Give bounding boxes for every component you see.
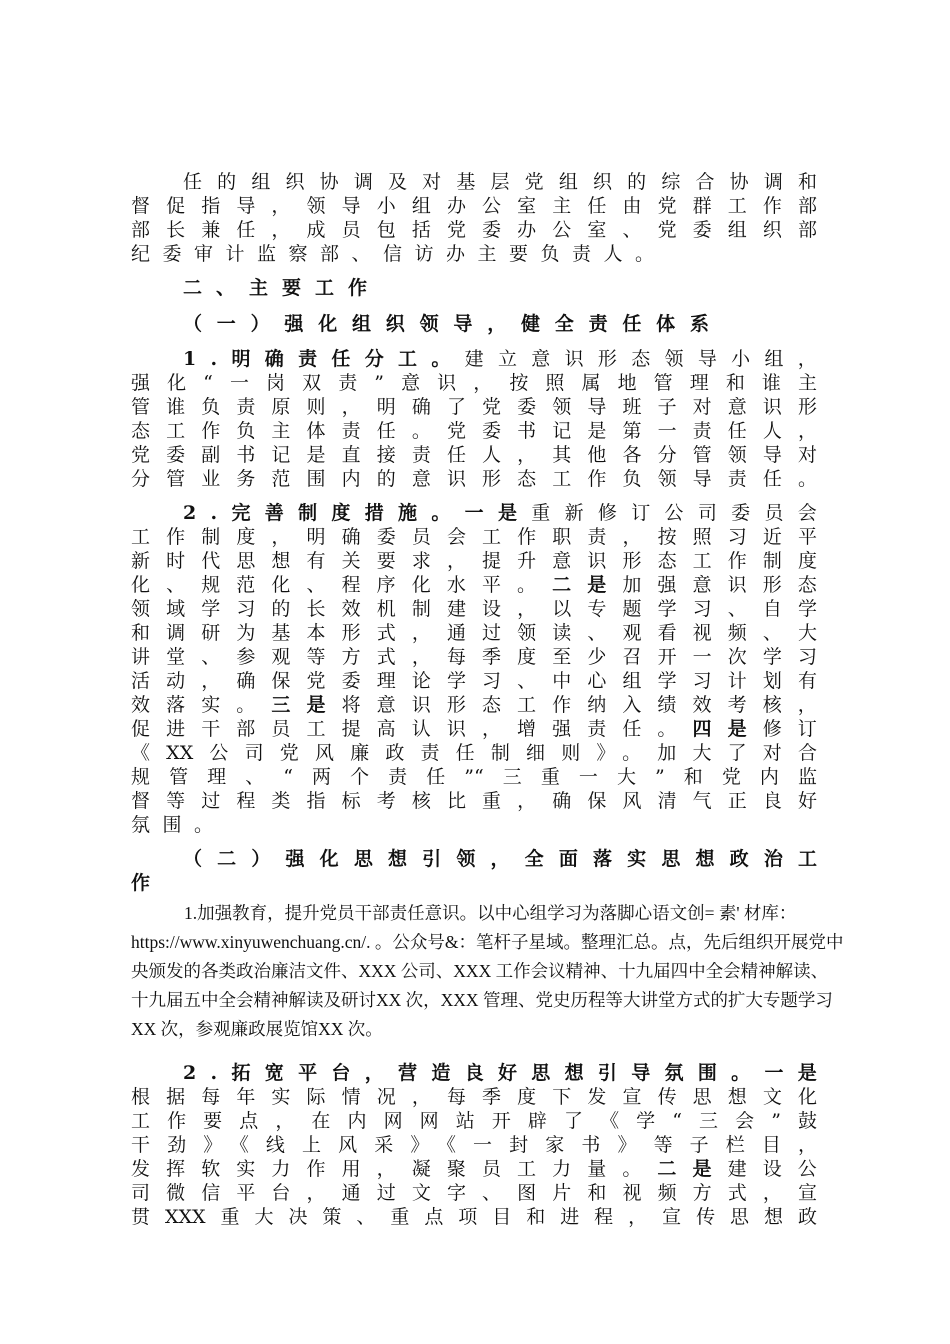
- glyph: 形: [597, 348, 617, 370]
- glyph: 效: [131, 694, 151, 716]
- text-line: 工作要点，在内网网站开辟了《学“三会”鼓: [131, 1110, 817, 1132]
- glyph: 、: [166, 574, 186, 596]
- text-line: [131, 574, 817, 596]
- glyph: 员: [764, 502, 784, 524]
- glyph: 。: [431, 502, 451, 524]
- glyph: 公: [797, 1158, 817, 1180]
- glyph: 思: [531, 1062, 551, 1084]
- glyph: 力: [271, 1158, 291, 1180]
- glyph: 一: [464, 502, 484, 524]
- glyph: 软: [201, 1158, 221, 1180]
- glyph: 三: [271, 694, 291, 716]
- subsection-heading: （二）强化思想引领，全面落实思想政治工: [183, 848, 817, 870]
- glyph: 是: [797, 1062, 817, 1084]
- glyph: 核: [762, 694, 782, 716]
- glyph: 进: [166, 718, 186, 740]
- text-line: [131, 1158, 817, 1180]
- glyph: 提: [341, 718, 361, 740]
- glyph: .: [210, 348, 218, 370]
- glyph: 作: [306, 1158, 326, 1180]
- subsection-heading-cont: 作: [131, 872, 151, 894]
- glyph: 绩: [657, 694, 677, 716]
- item-first-line: [183, 348, 817, 370]
- glyph: 工: [517, 1158, 537, 1180]
- glyph: 考: [727, 694, 747, 716]
- glyph: 确: [264, 348, 284, 370]
- text-line: 管谁负责原则，明确了党委领导班子对意识形: [131, 396, 817, 418]
- glyph: 组: [764, 348, 784, 370]
- glyph: 二: [657, 1158, 677, 1180]
- glyph: 分: [364, 348, 384, 370]
- text-line: https://www.xinyuwenchuang.cn/. 。公众号&：笔杆子星域。整理汇总。点，先后组织开展党中: [131, 932, 844, 952]
- glyph: 小: [731, 348, 751, 370]
- glyph: 造: [431, 1062, 451, 1084]
- glyph: 明: [231, 348, 251, 370]
- glyph: 责: [298, 348, 318, 370]
- glyph: 。: [431, 348, 451, 370]
- glyph: 实: [201, 694, 221, 716]
- glyph: 凝: [411, 1158, 431, 1180]
- text-line: 和调研为基本形式，通过领读、观看视频、大: [131, 622, 817, 644]
- glyph: 将: [341, 694, 361, 716]
- glyph: 一: [764, 1062, 784, 1084]
- subsection-heading: （一）强化组织领导，健全责任体系: [183, 313, 709, 335]
- glyph: 引: [597, 1062, 617, 1084]
- text-line: 《XX公司党风廉政责任制细则》。加大了对合: [131, 742, 817, 764]
- glyph: 意: [531, 348, 551, 370]
- glyph: 是: [692, 1158, 712, 1180]
- glyph: 。: [657, 718, 677, 740]
- glyph: 意: [376, 694, 396, 716]
- glyph: 入: [622, 694, 642, 716]
- glyph: 工: [306, 718, 326, 740]
- glyph: 立: [497, 348, 517, 370]
- text-line: [131, 718, 817, 740]
- glyph: 识: [564, 348, 584, 370]
- text-line: 强化“一岗双责”意识，按照属地管理和谁主: [131, 372, 817, 394]
- glyph: 2: [183, 1062, 197, 1084]
- text-line: 氛围。: [131, 814, 226, 836]
- glyph: 二: [552, 574, 572, 596]
- glyph: 1: [183, 348, 197, 370]
- glyph: ，: [481, 718, 501, 740]
- glyph: 用: [341, 1158, 361, 1180]
- text-line: 根据每年实际情况，每季度下发宣传思想文化: [131, 1086, 817, 1108]
- glyph: 领: [664, 348, 684, 370]
- text-line: 督等过程类指标考核比重，确保风清气正良好: [131, 790, 817, 812]
- glyph: 意: [692, 574, 712, 596]
- glyph: 员: [481, 1158, 501, 1180]
- item-first-line: [183, 502, 817, 524]
- glyph: 责: [587, 718, 607, 740]
- glyph: ，: [364, 1062, 384, 1084]
- glyph: 落: [166, 694, 186, 716]
- glyph: 是: [727, 718, 747, 740]
- glyph: 增: [517, 718, 537, 740]
- text-line: 十九届五中全会精神解读及研讨XX 次，XXX 管理、党史历程等大讲堂方式的扩大专题学习: [131, 990, 833, 1010]
- glyph: 水: [446, 574, 466, 596]
- glyph: 公: [664, 502, 684, 524]
- glyph: 挥: [166, 1158, 186, 1180]
- section-heading: 二、主要工作: [183, 277, 382, 299]
- glyph: 善: [264, 502, 284, 524]
- glyph: 平: [481, 574, 501, 596]
- text-line: XX 次，参观廉政展览馆XX 次。: [131, 1019, 383, 1039]
- text-line: 活动，确保党委理论学习、中心组学习计划有: [131, 670, 817, 692]
- glyph: 订: [631, 502, 651, 524]
- glyph: 想: [564, 1062, 584, 1084]
- glyph: 建: [464, 348, 484, 370]
- glyph: 氛: [664, 1062, 684, 1084]
- glyph: 态: [631, 348, 651, 370]
- text-line: 党委副书记是直接责任人，其他各分管领导对: [131, 444, 817, 466]
- text-line: 央颁发的各类政治廉洁文件、XXX 公司、XXX 工作会议精神、十九届四中全会精神解读、: [131, 961, 829, 981]
- glyph: 拓: [231, 1062, 251, 1084]
- glyph: 是: [306, 694, 326, 716]
- glyph: 任: [331, 348, 351, 370]
- glyph: 力: [552, 1158, 572, 1180]
- glyph: 重: [531, 502, 551, 524]
- glyph: 实: [236, 1158, 256, 1180]
- glyph: 是: [587, 574, 607, 596]
- glyph: 聚: [446, 1158, 466, 1180]
- glyph: 导: [697, 348, 717, 370]
- glyph: 化: [271, 574, 291, 596]
- text-line: 规管理、“两个责任”“三重一大”和党内监: [131, 766, 817, 788]
- text-line: 工作制度，明确委员会工作职责，按照习近平: [131, 526, 817, 548]
- text-line: 新时代思想有关要求，提升意识形态工作制度: [131, 550, 817, 572]
- glyph: 订: [797, 718, 817, 740]
- glyph: 规: [201, 574, 221, 596]
- glyph: 。: [236, 694, 256, 716]
- glyph: 会: [797, 502, 817, 524]
- glyph: 施: [398, 502, 418, 524]
- item-first-line: [183, 1062, 817, 1084]
- text-line: 部长兼任，成员包括党委办公室、党委组织部: [131, 219, 817, 241]
- glyph: 制: [298, 502, 318, 524]
- glyph: .: [210, 502, 218, 524]
- glyph: 作: [552, 694, 572, 716]
- glyph: .: [210, 1062, 218, 1084]
- glyph: 态: [481, 694, 501, 716]
- glyph: 认: [411, 718, 431, 740]
- glyph: 促: [131, 718, 151, 740]
- glyph: 态: [797, 574, 817, 596]
- glyph: 识: [727, 574, 747, 596]
- glyph: 新: [564, 502, 584, 524]
- glyph: 识: [446, 718, 466, 740]
- glyph: 。: [731, 1062, 751, 1084]
- glyph: 宽: [264, 1062, 284, 1084]
- glyph: 好: [497, 1062, 517, 1084]
- glyph: 强: [552, 718, 572, 740]
- glyph: 修: [597, 502, 617, 524]
- glyph: 四: [692, 718, 712, 740]
- glyph: 司: [697, 502, 717, 524]
- glyph: 良: [464, 1062, 484, 1084]
- glyph: 台: [331, 1062, 351, 1084]
- glyph: 修: [762, 718, 782, 740]
- text-line: 任的组织协调及对基层党组织的综合协调和: [183, 171, 817, 193]
- glyph: 措: [364, 502, 384, 524]
- glyph: 委: [731, 502, 751, 524]
- glyph: 形: [446, 694, 466, 716]
- glyph: 。: [622, 1158, 642, 1180]
- text-line: 领域学习的长效机制建设，以专题学习、自学: [131, 598, 817, 620]
- glyph: 。: [517, 574, 537, 596]
- glyph: 、: [306, 574, 326, 596]
- glyph: 工: [398, 348, 418, 370]
- glyph: 效: [692, 694, 712, 716]
- text-line: 态工作负主体责任。党委书记是第一责任人，: [131, 420, 817, 442]
- glyph: 纳: [587, 694, 607, 716]
- glyph: 2: [183, 502, 197, 524]
- text-line: 贯XXX重大决策、重点项目和进程，宣传思想政: [131, 1206, 817, 1228]
- glyph: 围: [697, 1062, 717, 1084]
- glyph: 高: [376, 718, 396, 740]
- text-line: 纪委审计监察部、信访办主要负责人。: [131, 243, 667, 265]
- text-line: 分管业务范围内的意识形态工作负领导责任。: [131, 468, 817, 490]
- text-line: [131, 694, 817, 716]
- glyph: 化: [411, 574, 431, 596]
- glyph: 部: [236, 718, 256, 740]
- glyph: 完: [231, 502, 251, 524]
- glyph: 营: [398, 1062, 418, 1084]
- glyph: 任: [622, 718, 642, 740]
- glyph: 化: [131, 574, 151, 596]
- text-line: 干劲》《线上风采》《一封家书》等子栏目，: [131, 1134, 817, 1156]
- glyph: 度: [331, 502, 351, 524]
- glyph: 发: [131, 1158, 151, 1180]
- glyph: 工: [517, 694, 537, 716]
- glyph: 强: [657, 574, 677, 596]
- glyph: 形: [762, 574, 782, 596]
- glyph: ，: [797, 348, 817, 370]
- glyph: 平: [298, 1062, 318, 1084]
- glyph: ，: [376, 1158, 396, 1180]
- glyph: 量: [587, 1158, 607, 1180]
- glyph: 员: [271, 718, 291, 740]
- glyph: 设: [762, 1158, 782, 1180]
- glyph: 识: [411, 694, 431, 716]
- glyph: 干: [201, 718, 221, 740]
- glyph: ，: [797, 694, 817, 716]
- glyph: 序: [376, 574, 396, 596]
- glyph: 加: [622, 574, 642, 596]
- glyph: 建: [727, 1158, 747, 1180]
- text-line: 司微信平台，通过文字、图片和视频方式，宣: [131, 1182, 817, 1204]
- glyph: 导: [631, 1062, 651, 1084]
- glyph: 程: [341, 574, 361, 596]
- text-line: 督促指导，领导小组办公室主任由党群工作部: [131, 195, 817, 217]
- glyph: 范: [236, 574, 256, 596]
- text-line: 1.加强教育，提升党员干部责任意识。以中心组学习为落脚心语文创= 素' 材库：: [184, 903, 797, 923]
- text-line: 讲堂、参观等方式，每季度至少召开一次学习: [131, 646, 817, 668]
- glyph: 是: [497, 502, 517, 524]
